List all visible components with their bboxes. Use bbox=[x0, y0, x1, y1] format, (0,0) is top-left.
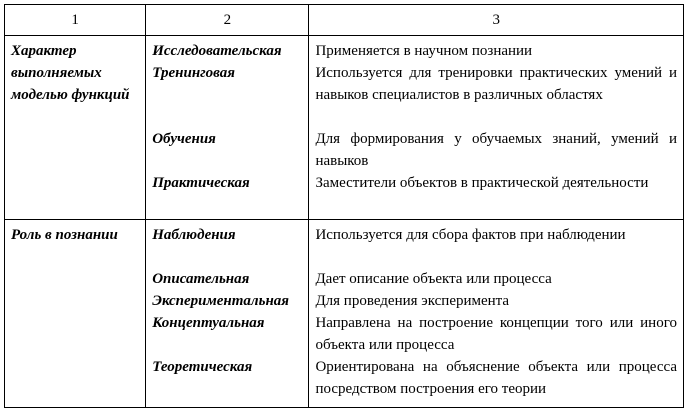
type-label: Тренинговая bbox=[152, 65, 236, 81]
description-text: Используется для сбора фактов при наблюдении bbox=[315, 227, 626, 243]
type-label: Практическая bbox=[152, 175, 250, 191]
type-label: Обучения bbox=[152, 131, 216, 147]
description-text: Для проведения эксперимента bbox=[315, 293, 510, 309]
type-cell bbox=[146, 36, 309, 220]
header-col-2: 2 bbox=[146, 5, 309, 36]
description-text: Дает описание объекта или процесса bbox=[315, 271, 552, 287]
description-text: Направлена на построение концепции того или иного объекта или процесса bbox=[315, 315, 677, 353]
description-text: Применяется в научном познании bbox=[315, 43, 533, 59]
type-label: Исследовательская bbox=[152, 43, 282, 59]
header-row bbox=[5, 5, 684, 36]
type-label: Описательная bbox=[152, 271, 250, 287]
header-col-1: 1 bbox=[5, 5, 146, 36]
model-classification-table bbox=[4, 4, 684, 408]
category-label: Роль в познании bbox=[11, 227, 118, 243]
description-text: Для формирования у обучаемых знаний, умений и навыков bbox=[315, 131, 677, 169]
type-label: Теоретическая bbox=[152, 359, 253, 375]
header-col-3: 3 bbox=[309, 5, 684, 36]
type-label: Концептуальная bbox=[152, 315, 265, 331]
category-cell bbox=[5, 36, 146, 220]
description-text: Ориентирована на объяснение объекта или процесса посредством построения его теории bbox=[315, 359, 677, 397]
type-label: Наблюдения bbox=[152, 227, 236, 243]
description-text: Используется для тренировки практических умений и навыков специалистов в различных областях bbox=[315, 65, 677, 103]
type-label: Экспериментальная bbox=[152, 293, 290, 309]
description-cell bbox=[309, 220, 684, 408]
category-cell bbox=[5, 220, 146, 408]
table-row-group-functions bbox=[5, 36, 684, 220]
category-label: Характер выполняемых моделью функций bbox=[11, 43, 130, 103]
type-cell bbox=[146, 220, 309, 408]
description-cell bbox=[309, 36, 684, 220]
table-row-group-cognition bbox=[5, 220, 684, 408]
description-text: Заместители объектов в практической деятельности bbox=[315, 175, 649, 191]
